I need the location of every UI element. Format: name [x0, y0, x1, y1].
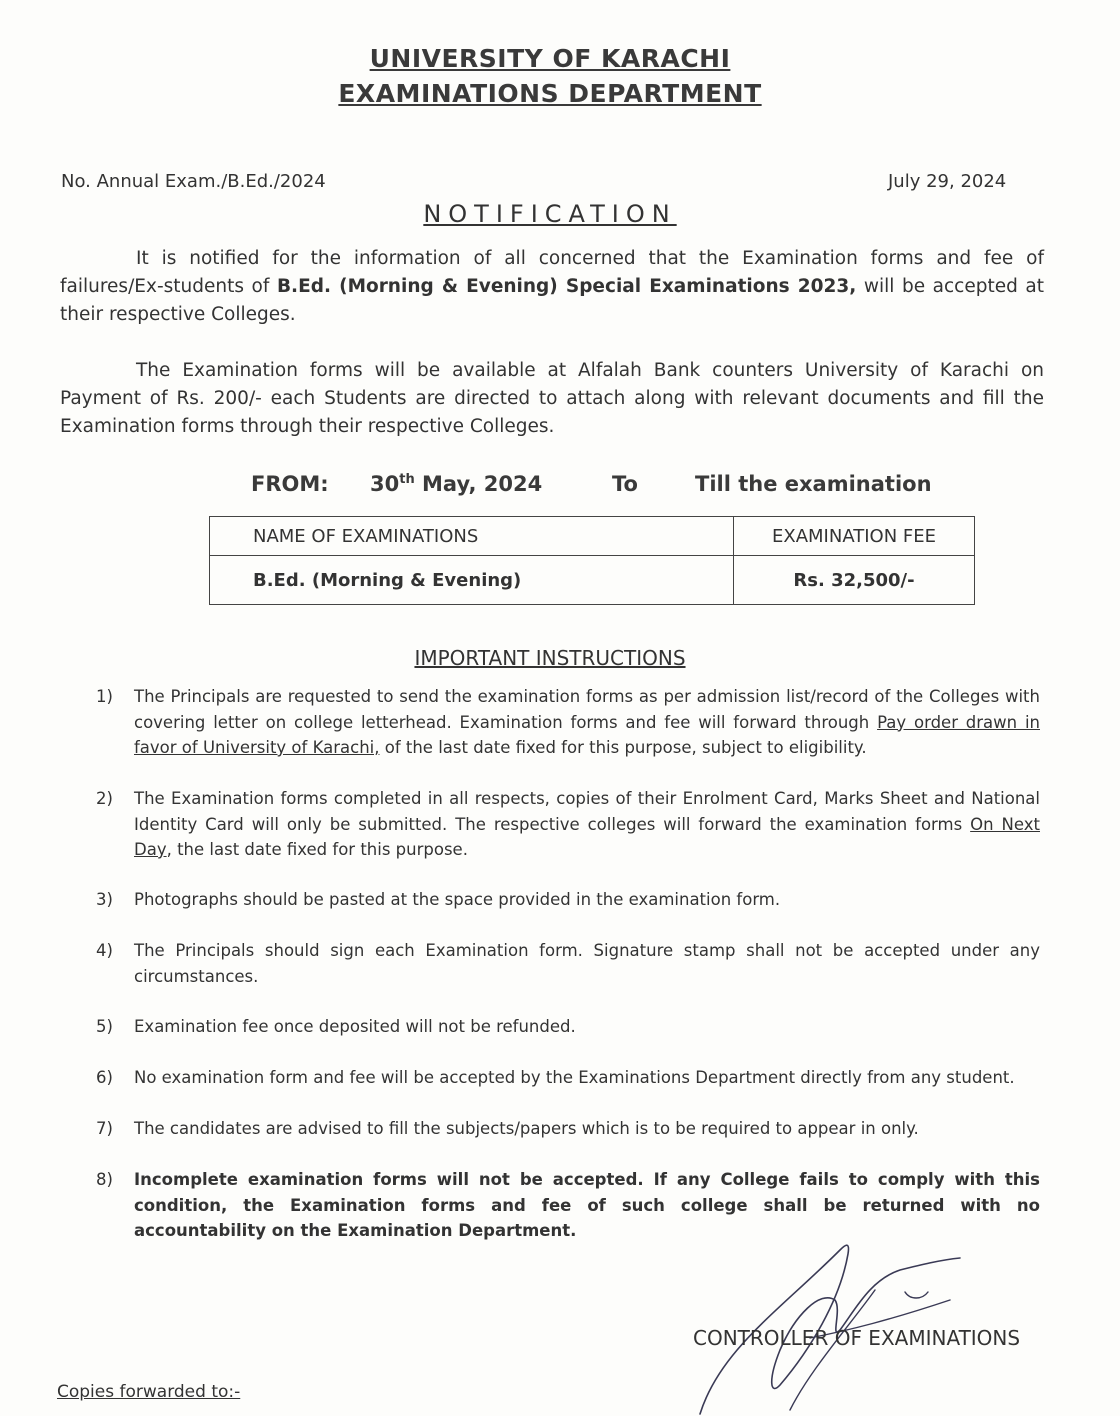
fee-table-header [210, 517, 975, 556]
instruction-text-end: of the last date fixed for this purpose, subject to eligibility. [379, 738, 867, 757]
from-date [370, 472, 542, 496]
copies-forwarded-label: Copies forwarded to:- [57, 1382, 241, 1402]
till-text: Till the examination [695, 472, 932, 496]
instruction-text: Incomplete examination forms will not be accepted. If any College fails to comply with this condition, the Examination forms and fee of such college shall be returned with no accountability on the Examination Department. [134, 1170, 1040, 1240]
signature-graphic [660, 1230, 980, 1416]
instruction-text-end: , the last date fixed for this purpose. [166, 840, 468, 859]
header-exam-name: NAME OF EXAMINATIONS [210, 517, 734, 556]
instruction-item [96, 1116, 1040, 1142]
paragraph-2 [60, 357, 1044, 441]
from-day: 30 [370, 472, 400, 496]
instruction-item [96, 938, 1040, 989]
from-label: FROM: [251, 472, 329, 496]
paragraph-1-bold: B.Ed. (Morning & Evening) Special Examinations 2023, [276, 276, 857, 297]
paragraph-1-text-a: It is notified for the information of all concerned that the Examination forms and fee of failures/Ex-students of [60, 248, 1044, 297]
instruction-item [96, 1014, 1040, 1040]
instruction-text: The Principals should sign each Examination form. Signature stamp shall not be accepted under any circumstances. [134, 941, 1040, 986]
instruction-number: 6) [96, 1068, 113, 1087]
instruction-number: 1) [96, 687, 113, 706]
notification-title: NOTIFICATION [423, 200, 677, 228]
exam-name-cell: B.Ed. (Morning & Evening) [210, 556, 734, 605]
instruction-underlined: On Next Day [134, 814, 1040, 859]
reference-number: No. Annual Exam./B.Ed./2024 [61, 171, 326, 192]
header-university: UNIVERSITY OF KARACHI [369, 44, 731, 73]
from-month-year: May, 2024 [422, 472, 543, 496]
notice-date: July 29, 2024 [888, 171, 1007, 192]
instruction-number: 7) [96, 1119, 113, 1138]
signatory-title: CONTROLLER OF EXAMINATIONS [693, 1326, 1021, 1350]
instruction-number: 3) [96, 890, 113, 909]
instruction-number: 2) [96, 789, 113, 808]
paragraph-2-text: The Examination forms will be available at Alfalah Bank counters University of Karachi on Payment of Rs. 200/- each Students are directed to attach along with relevant documents and fill the Examination forms through their respective Colleges. [60, 360, 1044, 437]
paragraph-1 [60, 245, 1044, 329]
paragraph-1-text-b: will be accepted at their respective Colleges. [60, 276, 1045, 325]
instruction-underlined: Pay order drawn in favor of University of Karachi, [134, 712, 1040, 757]
fee-table [209, 516, 975, 605]
instruction-item [96, 684, 1040, 761]
instruction-number: 4) [96, 941, 113, 960]
header-exam-fee: EXAMINATION FEE [734, 517, 975, 556]
instruction-text: The Examination forms completed in all respects, copies of their Enrolment Card, Marks Sheet and National Identity Card will only be submitted. The respective colleges will forward the examination forms [134, 789, 1040, 834]
instruction-item [96, 887, 1040, 913]
instruction-item [96, 786, 1040, 863]
table-row [210, 556, 975, 605]
from-day-suffix: th [399, 472, 415, 487]
instruction-text: The candidates are advised to fill the subjects/papers which is to be required to appear in only. [134, 1119, 919, 1138]
instructions-title: IMPORTANT INSTRUCTIONS [414, 646, 686, 670]
instruction-item [96, 1065, 1040, 1091]
instruction-text: No examination form and fee will be accepted by the Examinations Department directly from any student. [134, 1068, 1015, 1087]
to-label: To [612, 472, 638, 496]
exam-fee-cell: Rs. 32,500/- [734, 556, 975, 605]
header-department: EXAMINATIONS DEPARTMENT [338, 79, 762, 108]
instruction-text: Examination fee once deposited will not be refunded. [134, 1017, 576, 1036]
instruction-text: The Principals are requested to send the examination forms as per admission list/record of the Colleges with covering letter on college letterhead. Examination forms and fee will forward through [134, 687, 1040, 732]
instruction-text: Photographs should be pasted at the space provided in the examination form. [134, 890, 781, 909]
instruction-number: 8) [96, 1170, 113, 1189]
instruction-number: 5) [96, 1017, 113, 1036]
